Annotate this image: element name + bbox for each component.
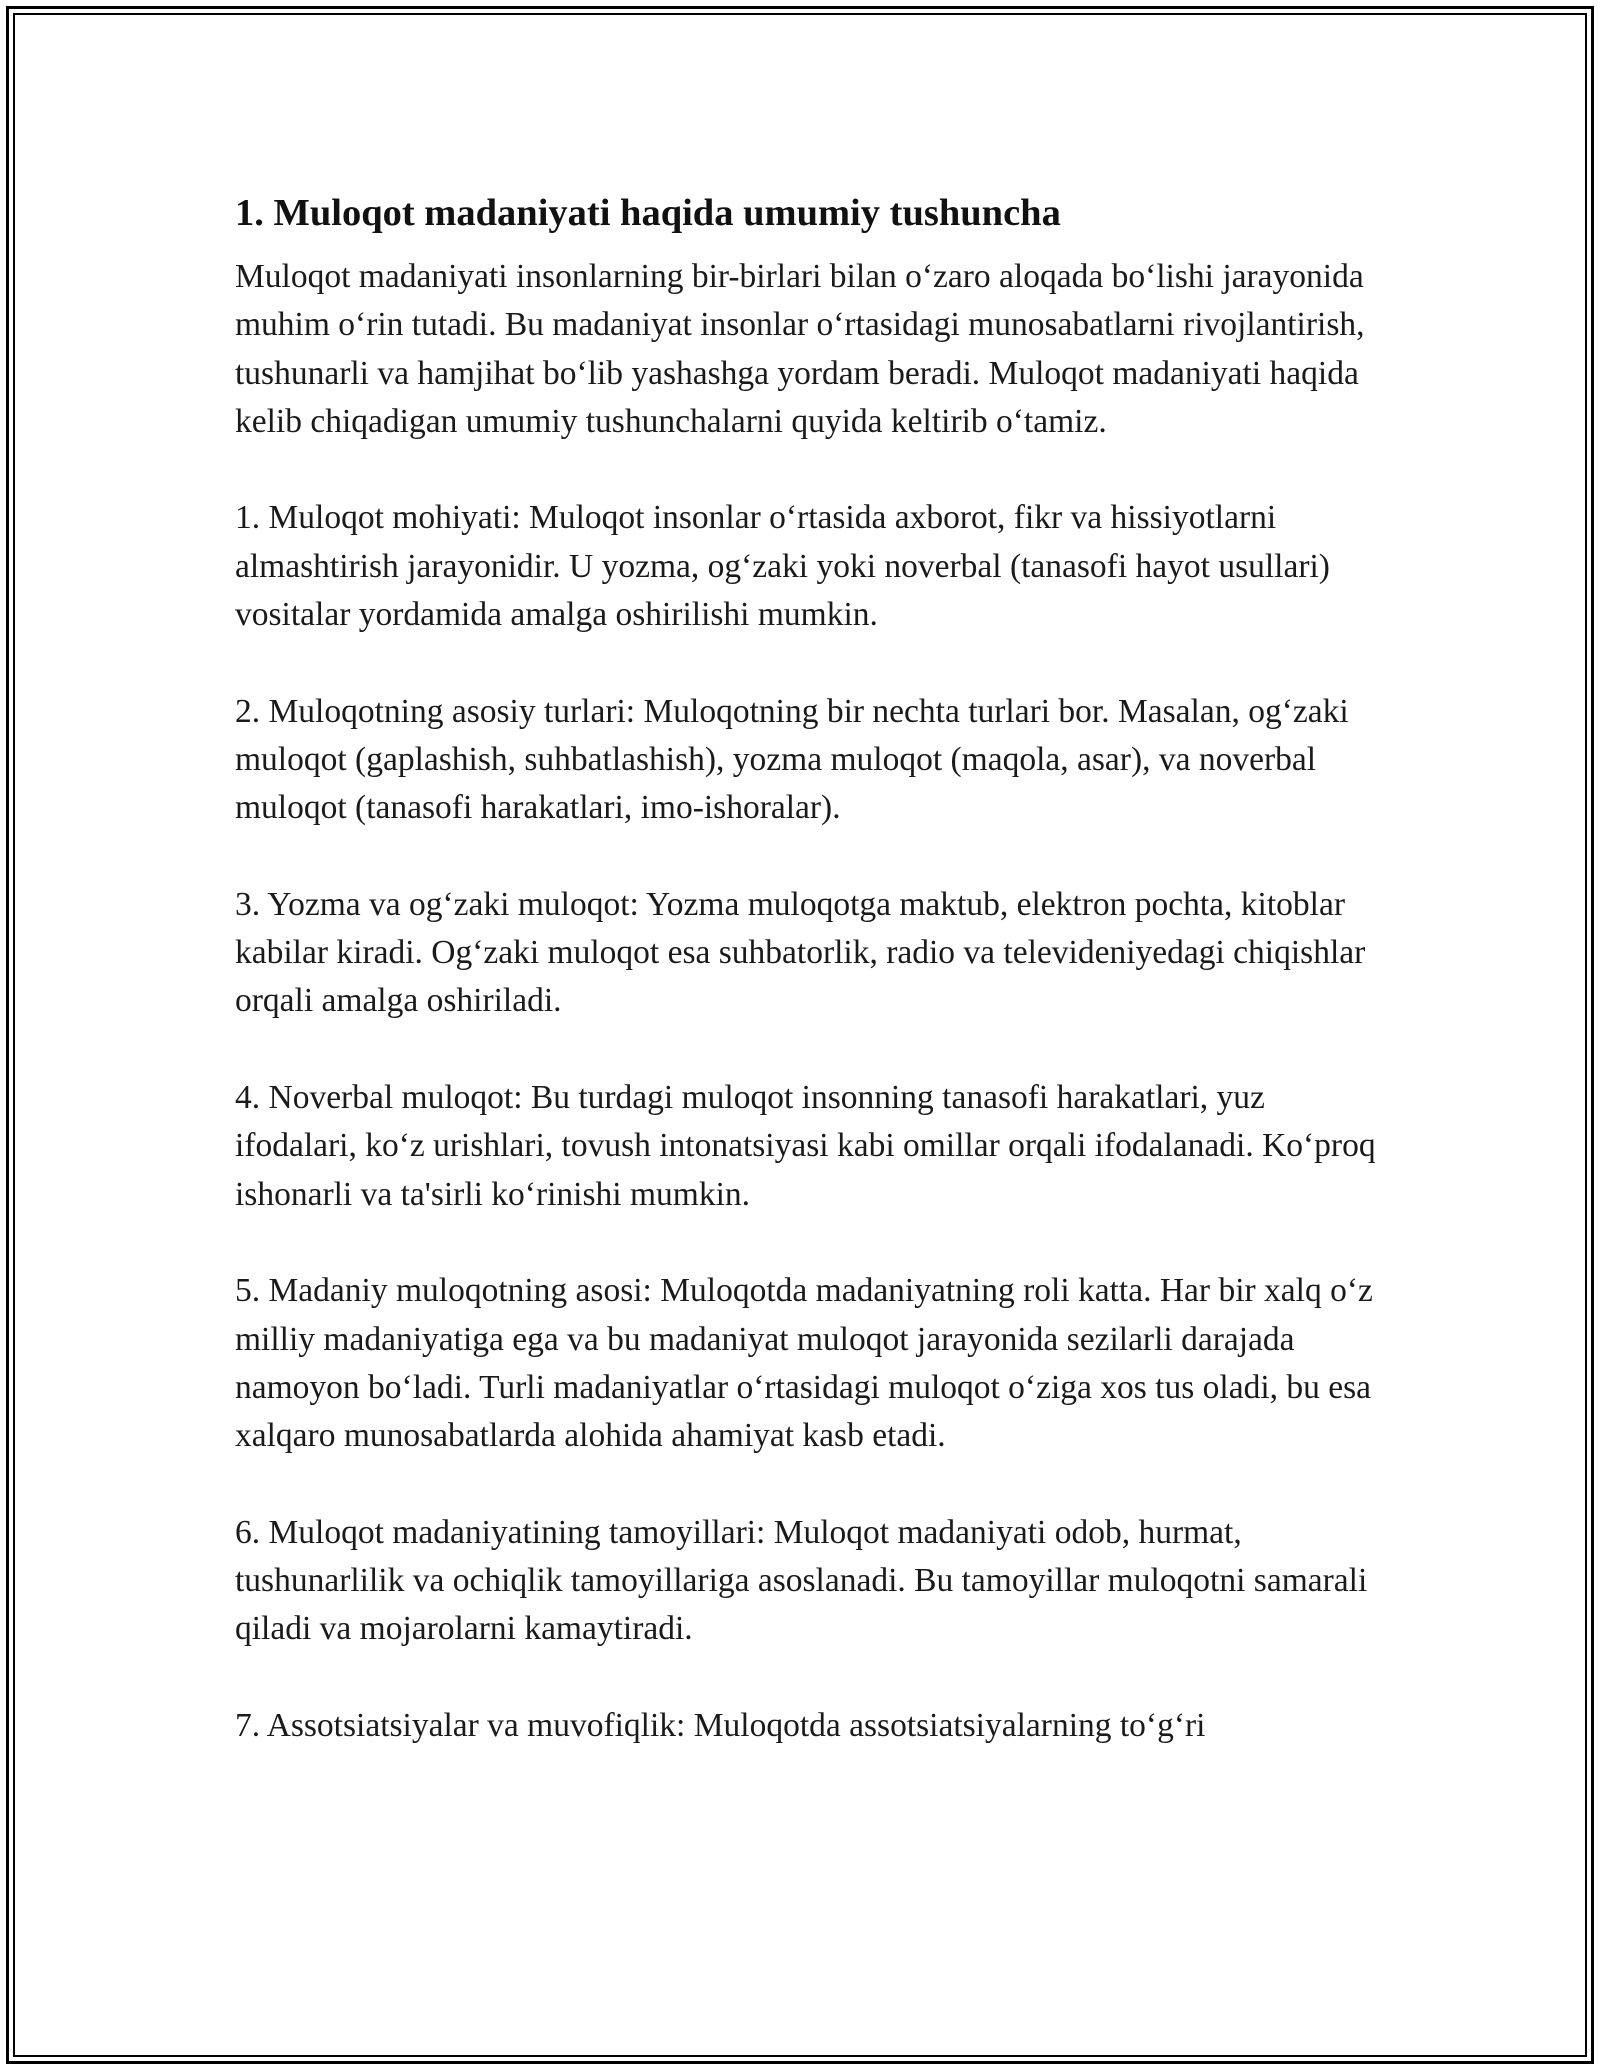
paragraph-1: 1. Muloqot mohiyati: Muloqot insonlar o‘rtasida axborot, fikr va hissiyotlarni almashtirish jarayonidir. U yozma, og‘zaki yoki noverbal (tanasofi hayot usullari) vositalar yordamida amalga oshirilishi mumkin. — [235, 499, 1330, 634]
paragraph-4: 4. Noverbal muloqot: Bu turdagi muloqot insonning tanasofi harakatlari, yuz ifodalari, ko‘z urishlari, tovush intonatsiyasi kabi omillar orqali ifodalanadi. Ko‘proq ishonarli va ta'sirli ko‘rinishi mumkin. — [235, 1079, 1376, 1213]
document-body — [235, 185, 1395, 1799]
page-title: 1. Muloqot madaniyati haqida umumiy tushuncha — [235, 192, 1061, 234]
paragraph-7: 7. Assotsiatsiyalar va muvofiqlik: Muloqotda assotsiatsiyalarning to‘g‘ri — [235, 1706, 1206, 1744]
paragraph-2: 2. Muloqotning asosiy turlari: Muloqotning bir nechta turlari bor. Masalan, og‘zaki muloqot (gaplashish, suhbatlashish), yozma muloqot (maqola, asar), va noverbal muloqot (tanasofi harakatlari, imo-ishoralar). — [235, 692, 1349, 827]
paragraph-6: 6. Muloqot madaniyatining tamoyillari: Muloqot madaniyati odob, hurmat, tushunarlilik va ochiqlik tamoyillariga asoslanadi. Bu tamoyillar muloqotni samarali qiladi va mojarolarni kamaytiradi. — [235, 1513, 1368, 1648]
paragraph-intro: Muloqot madaniyati insonlarning bir-birlari bilan o‘zaro aloqada bo‘lishi jarayonida muhim o‘rin tutadi. Bu madaniyat insonlar o‘rtasidagi munosabatlarni rivojlantirish, tushunarli va hamjihat bo‘lib yashashga yordam beradi. Muloqot madaniyati haqida kelib chiqadigan umumiy tushunchalarni quyida keltirib o‘tamiz. — [235, 258, 1365, 440]
paragraph-5: 5. Madaniy muloqotning asosi: Muloqotda madaniyatning roli katta. Har bir xalq o‘z milliy madaniyatiga ega va bu madaniyat muloqot jarayonida sezilarli darajada namoyon bo‘ladi. Turli madaniyatlar o‘rtasidagi muloqot o‘ziga xos tus oladi, bu esa xalqaro munosabatlarda alohida ahamiyat kasb etadi. — [235, 1272, 1373, 1455]
paragraph-3: 3. Yozma va og‘zaki muloqot: Yozma muloqotga maktub, elektron pochta, kitoblar kabilar kiradi. Og‘zaki muloqot esa suhbatorlik, radio va televideniyedagi chiqishlar orqali amalga oshiriladi. — [235, 885, 1366, 1020]
